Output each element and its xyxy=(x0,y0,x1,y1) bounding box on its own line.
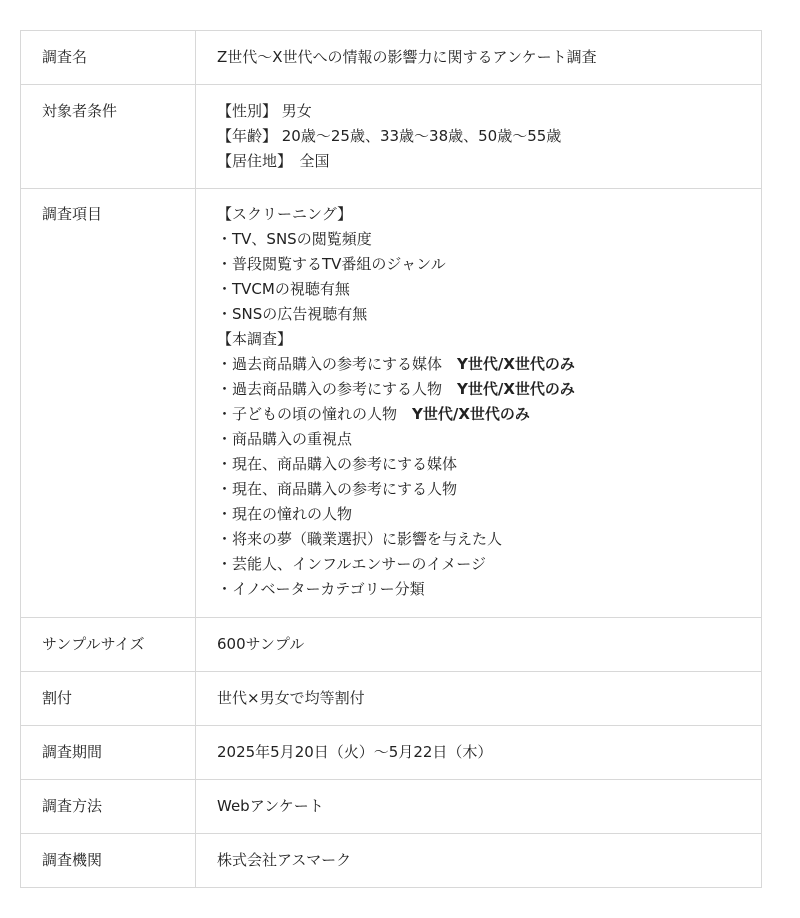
table-row-survey-period xyxy=(21,726,762,780)
table-row-target-conditions xyxy=(21,85,762,189)
list-item: ・普段閲覧するTV番組のジャンル xyxy=(217,255,446,273)
survey-organization-value: 株式会社アスマーク xyxy=(196,834,762,888)
row-label: 調査機関 xyxy=(21,834,196,888)
allocation-value: 世代×男女で均等割付 xyxy=(196,672,762,726)
row-label: 調査方法 xyxy=(21,780,196,834)
list-item: ・過去商品購入の参考にする媒体 Y世代/X世代のみ xyxy=(217,355,575,373)
list-item: 【スクリーニング】 xyxy=(217,205,353,223)
generation-note: Y世代/X世代のみ xyxy=(412,405,530,423)
row-label: 調査項目 xyxy=(21,189,196,618)
list-item: ・現在、商品購入の参考にする媒体 xyxy=(217,455,458,473)
list-item: ・過去商品購入の参考にする人物 Y世代/X世代のみ xyxy=(217,380,575,398)
list-item: ・芸能人、インフルエンサーのイメージ xyxy=(217,555,486,573)
condition-age: 【年齢】 20歳〜25歳、33歳〜38歳、50歳〜55歳 xyxy=(217,127,562,145)
table-row-survey-organization xyxy=(21,834,762,888)
survey-period-value: 2025年5月20日（火）〜5月22日（木） xyxy=(196,726,762,780)
table-row-sample-size xyxy=(21,618,762,672)
list-item: ・TV、SNSの閲覧頻度 xyxy=(217,230,372,248)
condition-residence: 【居住地】 全国 xyxy=(217,152,330,170)
list-item: ・TVCMの視聴有無 xyxy=(217,280,350,298)
list-item: ・SNSの広告視聴有無 xyxy=(217,305,368,323)
table-row-survey-method xyxy=(21,780,762,834)
row-label: サンプルサイズ xyxy=(21,618,196,672)
survey-method-value: Webアンケート xyxy=(196,780,762,834)
row-label: 調査期間 xyxy=(21,726,196,780)
list-item: ・将来の夢（職業選択）に影響を与えた人 xyxy=(217,530,503,548)
condition-gender: 【性別】 男女 xyxy=(217,102,312,120)
survey-overview-table xyxy=(20,30,762,888)
list-item: ・商品購入の重視点 xyxy=(217,430,353,448)
list-item: ・現在の憧れの人物 xyxy=(217,505,353,523)
generation-note: Y世代/X世代のみ xyxy=(457,380,575,398)
survey-name-value: Z世代〜X世代への情報の影響力に関するアンケート調査 xyxy=(196,31,762,85)
list-item: ・子どもの頃の憧れの人物 Y世代/X世代のみ xyxy=(217,405,530,423)
row-label: 調査名 xyxy=(21,31,196,85)
table-row-survey-name xyxy=(21,31,762,85)
row-label: 割付 xyxy=(21,672,196,726)
table-row-survey-items xyxy=(21,189,762,618)
generation-note: Y世代/X世代のみ xyxy=(457,355,575,373)
table-row-allocation xyxy=(21,672,762,726)
target-conditions-value xyxy=(196,85,762,189)
list-item: ・イノベーターカテゴリー分類 xyxy=(217,580,425,598)
list-item: 【本調査】 xyxy=(217,330,293,348)
sample-size-value: 600サンプル xyxy=(196,618,762,672)
list-item: ・現在、商品購入の参考にする人物 xyxy=(217,480,458,498)
row-label: 対象者条件 xyxy=(21,85,196,189)
survey-items-list xyxy=(196,189,762,618)
